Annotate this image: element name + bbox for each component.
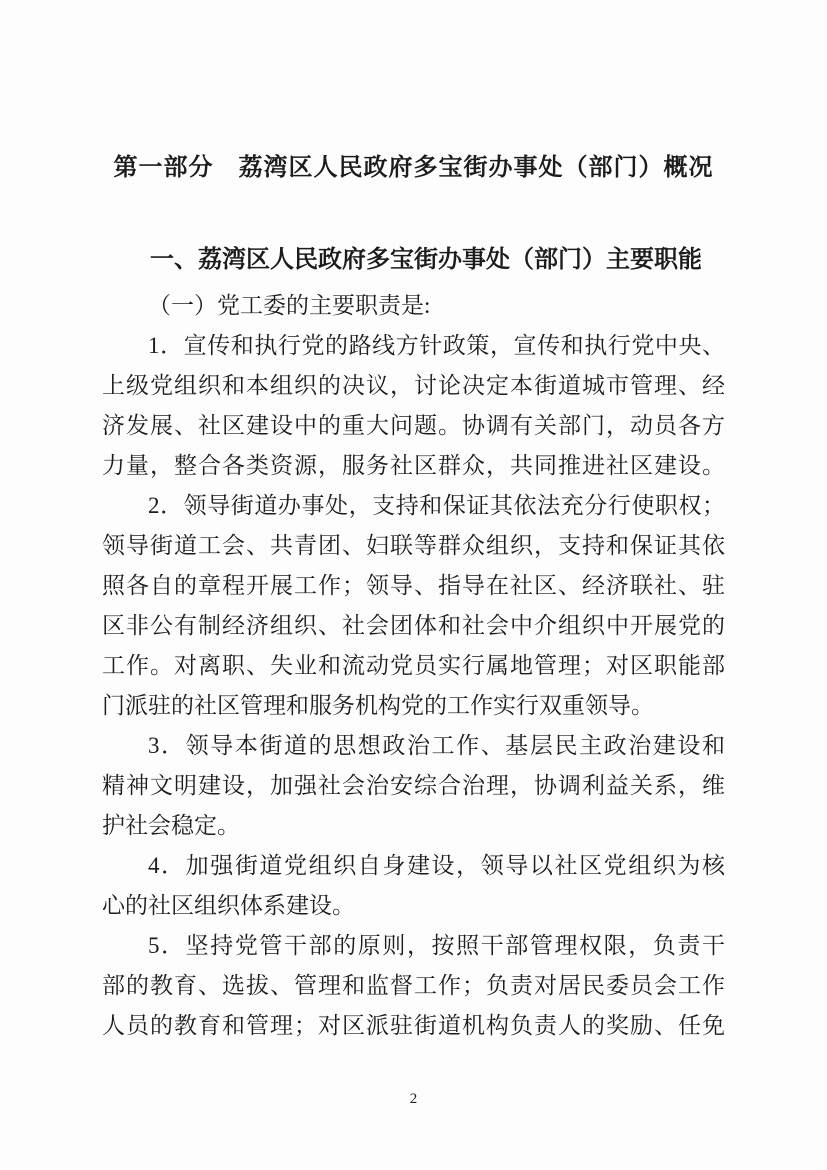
paragraph-5: [102, 926, 725, 1046]
section-heading: 一、荔湾区人民政府多宝街办事处（部门）主要职能: [150, 247, 702, 273]
body-line: 上级党组织和本组织的决议，讨论决定本街道城市管理、经: [102, 373, 725, 398]
body-line: 部的教育、选拔、管理和监督工作；负责对居民委员会工作: [102, 973, 725, 998]
body-line: 领导街道工会、共青团、妇联等群众组织，支持和保证其依: [102, 533, 725, 558]
body-line: 3．领导本街道的思想政治工作、基层民主政治建设和: [148, 733, 725, 758]
paragraph-1: [102, 326, 725, 486]
body-line: 济发展、社区建设中的重大问题。协调有关部门，动员各方: [102, 413, 725, 438]
body-line: 工作。对离职、失业和流动党员实行属地管理；对区职能部: [102, 653, 725, 678]
body-line: 4．加强街道党组织自身建设，领导以社区党组织为核: [148, 853, 725, 878]
body-line: 力量，整合各类资源，服务社区群众，共同推进社区建设。: [102, 453, 725, 478]
body-line: 1．宣传和执行党的路线方针政策，宣传和执行党中央、: [148, 333, 725, 358]
body-line: 照各自的章程开展工作；领导、指导在社区、经济联社、驻: [102, 573, 725, 598]
paragraph-2: [102, 486, 725, 726]
body-line: 精神文明建设，加强社会治安综合治理，协调利益关系，维: [102, 773, 725, 798]
page-number: 2: [409, 1091, 418, 1107]
body-line: 人员的教育和管理；对区派驻街道机构负责人的奖励、任免: [102, 1013, 725, 1038]
body-line: 心的社区组织体系建设。: [102, 893, 355, 918]
document-title: 第一部分 荔湾区人民政府多宝街办事处（部门）概况: [113, 155, 714, 181]
paragraph-3: [102, 726, 725, 846]
body-line: 2．领导街道办事处，支持和保证其依法充分行使职权；: [148, 493, 725, 518]
body-line: 5．坚持党管干部的原则，按照干部管理权限，负责干: [148, 933, 725, 958]
body-line: 区非公有制经济组织、社会团体和社会中介组织中开展党的: [102, 613, 725, 638]
body-line: 护社会稳定。: [102, 813, 240, 838]
subsection-heading: （一）党工委的主要职责是:: [148, 293, 431, 318]
paragraph-4: [102, 846, 725, 926]
body-line: 门派驻的社区管理和服务机构党的工作实行双重领导。: [102, 693, 654, 718]
